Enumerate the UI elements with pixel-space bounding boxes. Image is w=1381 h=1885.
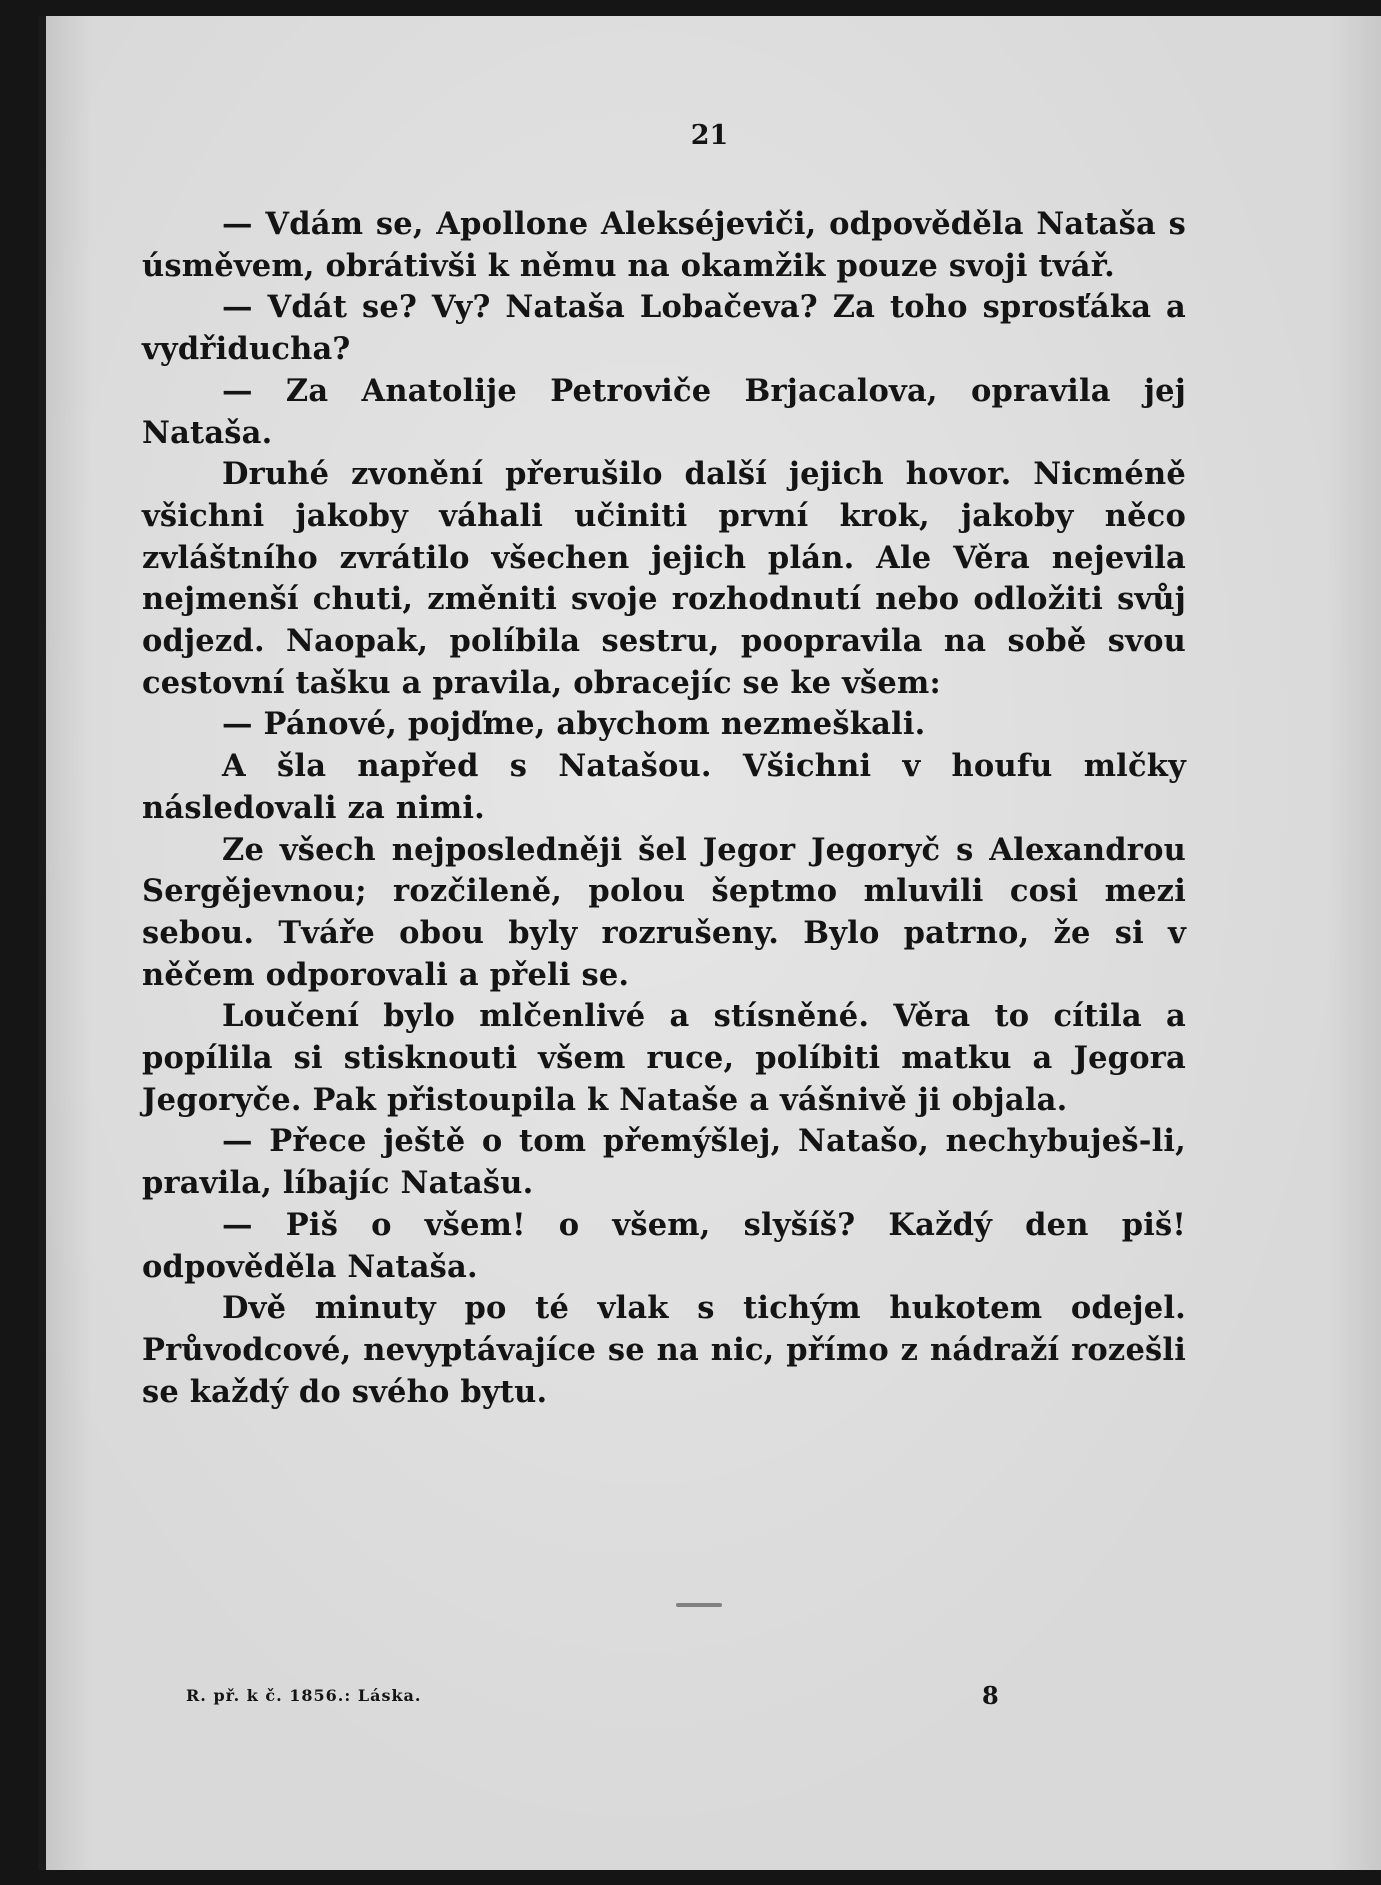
paragraph: — Za Anatolije Petroviče Brjacalova, opravila jej Nataša. [142,372,1186,451]
paragraph: Loučení bylo mlčenlivé a stísněné. Věra to cítila a popílila si stisknouti všem ruce, políbiti matku a Jegora Jegoryče. Pak přistoupila k Nataše a vášnivě ji objala. [142,998,1186,1118]
paragraph: — Pánové, pojďme, abychom nezmeškali. [222,706,926,743]
paragraph: Ze všech nejposledněji šel Jegor Jegoryč s Alexandrou Sergějevnou; rozčileně, polou šeptmo mluvili cosi mezi sebou. Tváře obou byly rozrušeny. Bylo patrno, že si v něčem odporovali a přeli se. [142,831,1186,993]
paragraph: — Vdám se, Apollone Alekséjeviči, odpověděla Nataša s úsměvem, obrátivši k němu na okamžik pouze svoji tvář. [142,206,1186,284]
paragraph: — Přece ještě o tom přemýšlej, Natašo, nechybuješ-li, pravila, líbajíc Natašu. [142,1123,1186,1202]
paragraph: Druhé zvonění přerušilo další jejich hovor. Nicméně všichni jakoby váhali učiniti první krok, jakoby něco zvláštního zvrátilo všechen jejich plán. Ale Věra nejevila nejmenší chuti, změniti svoje rozhodnutí nebo odložiti svůj odjezd. Naopak, políbila sestru, poopravila na sobě svou cestovní tašku a pravila, obracejíc se ke všem: [142,456,1186,701]
end-ornament [676,1603,722,1607]
paragraph: Dvě minuty po té vlak s tichým hukotem odejel. Průvodcové, nevyptávajíce se na nic, přímo z nádraží rozešli se každý do svého bytu. [142,1290,1186,1410]
paragraph: A šla napřed s Natašou. Všichni v houfu mlčky následovali za nimi. [142,748,1186,826]
footer-signature: R. př. k č. 1856.: Láska. [186,1686,422,1705]
scanned-page [38,16,1381,1870]
page-binding-edge [38,16,46,1870]
body-text [142,204,1186,1413]
paragraph: — Piš o všem! o všem, slyšíš? Každý den piš! odpověděla Nataša. [142,1206,1186,1285]
footer-sheet-number: 8 [982,1681,999,1710]
page-number: 21 [690,120,729,151]
paragraph: — Vdát se? Vy? Nataša Lobačeva? Za toho sprosťáka a vydřiducha? [142,289,1186,368]
